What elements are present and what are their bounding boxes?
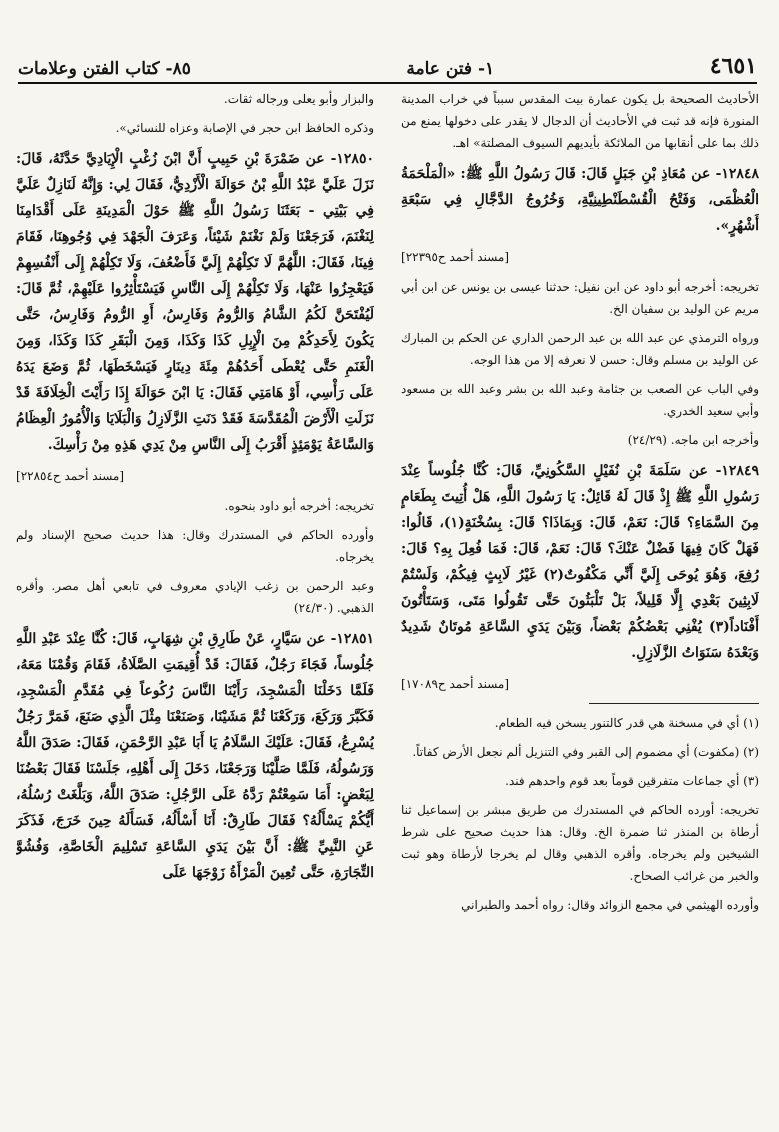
- reference: [مسند أحمد ح١٧٠٨٩]: [401, 677, 510, 691]
- takhrij-note: تخريجه: أخرجه أبو داود عن ابن نفيل: حدثنا عيسى بن يونس عن ابن أبي مريم عن الوليد بن سفيان الخ.: [401, 280, 759, 316]
- takhrij-note: تخريجه: أورده الحاكم في المستدرك من طريق مبشر بن إسماعيل ثنا أرطاة بن المنذر ثنا ضمرة الخ. وقال: هذا حديث صحيح على شرط الشيخين ولم يخرجاه. وأقره الذهبي وقال لم يخرجا لأرطاة وهو ثبت والخبر من غرائب الصحاح.: [401, 803, 759, 883]
- paragraph: والبزار وأبو يعلى ورجاله ثقات.: [223, 92, 374, 106]
- left-column: [16, 88, 374, 1118]
- footnote: (٢) (مكفوت) أي مضموم إلى القبر وفي التنزيل ألم نجعل الأرض كفاتاً.: [412, 745, 759, 759]
- footnote-separator: [589, 703, 759, 704]
- footnote: (١) أي في مسخنة هي قدر كالتنور يسخن فيه الطعام.: [494, 716, 759, 730]
- section-title: ١- فتن عامة: [406, 59, 495, 79]
- paragraph: وأورده الحاكم في المستدرك وقال: هذا حديث صحيح الإسناد ولم يخرجاه.: [16, 528, 374, 564]
- paragraph: وأورده الهيثمي في مجمع الزوائد وقال: رواه أحمد والطبراني: [461, 898, 759, 912]
- paragraph: وعبد الرحمن بن زغب الإيادي معروف في تابعي أهل مصر. وأقره الذهبي. (٢٤/٣٠): [16, 579, 374, 615]
- book-title: ٨٥- كتاب الفتن وعلامات: [18, 59, 191, 79]
- hadith-12851: ١٢٨٥١- عن سَيَّارٍ، عَنْ طَارِقِ بْنِ شِهَابٍ، قَالَ: كُنَّا عِنْدَ عَبْدِ اللَّهِ جُلُوساً، فَجَاءَ رَجُلٌ، فَقَالَ: قَدْ أُقِيمَتِ الصَّلَاةُ، فَقَامَ وَقُمْنَا مَعَهُ، فَلَمَّا دَخَلْنَا الْمَسْجِدَ، رَأَيْنَا النَّاسَ رُكُوعاً فِي مُقَدَّمِ الْمَسْجِدِ، فَكَبَّرَ وَرَكَعَ، وَرَكَعْنَا ثُمَّ مَشَيْنَا، وَصَنَعْنَا مِثْلَ الَّذِي صَنَعَ، فَمَرَّ رَجُلٌ يُسْرِعُ، فَقَالَ: عَلَيْكَ السَّلَامُ يَا أَبَا عَبْدِ الرَّحْمَنِ، فَقَالَ: صَدَقَ اللَّهُ وَرَسُولُهُ، فَلَمَّا صَلَّيْنَا وَرَجَعْنَا، دَخَلَ إِلَى أَهْلِهِ، جَلَسْنَا فَقَالَ بَعْضُنَا لِبَعْضٍ: أَمَا سَمِعْتُمْ رَدَّهُ عَلَى الرَّجُلِ: صَدَقَ اللَّهُ، وَبَلَّغَتْ رُسُلُهُ، أَيُّكُمْ يَسْأَلُهُ؟ فَقَالَ طَارِقٌ: أَنَا أَسْأَلُهُ، فَسَأَلَهُ حِينَ خَرَجَ، فَذَكَرَ عَنِ النَّبِيِّ ﷺ: أَنَّ بَيْنَ يَدَيِ السَّاعَةِ تَسْلِيمَ الْخَاصَّةِ، وَفُشُوَّ التِّجَارَةِ، حَتَّى تُعِينَ الْمَرْأَةُ زَوْجَهَا عَلَى: [16, 631, 374, 881]
- paragraph: وذكره الحافظ ابن حجر في الإصابة وعزاه للنسائي».: [115, 121, 374, 135]
- footnote: (٣) أي جماعات متفرقين قوماً بعد قوم واحدهم فند.: [505, 774, 759, 788]
- paragraph: الأحاديث الصحيحة بل يكون عمارة بيت المقدس سبباً في خراب المدينة المنورة فإنه قد ثبت في الأحاديث أن الدجال لا يقدر على دخولها يمنع من ذلك بما على أنقابها من الملائكة بأيديهم السيوف المصلتة» اهـ.: [401, 92, 759, 150]
- page-header: [18, 50, 757, 84]
- hadith-12850: ١٢٨٥٠- عن ضَمْرَةَ بْنِ حَبِيبٍ أَنَّ ابْنَ زُغْبٍ الْإِيَادِيَّ حَدَّثَهُ، قَالَ: نَزَلَ عَلَيَّ عَبْدُ اللَّهِ بْنُ حَوَالَةَ الْأَزْدِيُّ، فَقَالَ لِي: وَإِنَّهُ لَنَازِلٌ عَلَيَّ فِي بَيْتِي - بَعَثَنَا رَسُولُ اللَّهِ ﷺ حَوْلَ الْمَدِينَةِ عَلَى أَقْدَامِنَا لِنَغْنَمَ، فَرَجَعْنَا وَلَمْ نَغْنَمْ شَيْئاً، وَعَرَفَ الْجَهْدَ فِي وُجُوهِنَا، فَقَامَ فِينَا، فَقَالَ: اللَّهُمَّ لَا تَكِلْهُمْ إِلَيَّ فَأَضْعُفَ، وَلَا تَكِلْهُمْ إِلَى أَنْفُسِهِمْ فَيَعْجِزُوا عَنْهَا، وَلَا تَكِلْهُمْ إِلَى النَّاسِ فَيَسْتَأْثِرُوا عَلَيْهِمْ، ثُمَّ قَالَ: لَيُفْتَحَنَّ لَكُمُ الشَّامُ وَالرُّومُ وَفَارِسُ، أَوِ الرُّومُ وَفَارِسُ، حَتَّى يَكُونَ لِأَحَدِكُمْ مِنَ الْإِبِلِ كَذَا وَكَذَا، وَمِنَ الْبَقَرِ كَذَا وَكَذَا، وَمِنَ الْغَنَمِ حَتَّى يُعْطَى أَحَدُهُمْ مِئَةَ دِينَارٍ فَيَسْخَطَهَا، ثُمَّ وَضَعَ يَدَهُ عَلَى رَأْسِي، أَوْ هَامَتِي فَقَالَ: يَا ابْنَ حَوَالَةَ إِذَا رَأَيْتَ الْخِلَافَةَ قَدْ نَزَلَتِ الْأَرْضَ الْمُقَدَّسَةَ فَقَدْ دَنَتِ الزَّلَازِلُ وَالْبَلَايَا وَالْأُمُورُ الْعِظَامُ وَالسَّاعَةُ يَوْمَئِذٍ أَقْرَبُ إِلَى النَّاسِ مِنْ يَدِي هَذِهِ مِنْ رَأْسِكَ.: [16, 151, 374, 453]
- hadith-12848: ١٢٨٤٨- عن مُعَاذِ بْنِ جَبَلٍ قَالَ: قَالَ رَسُولُ اللَّهِ ﷺ: «الْمَلْحَمَةُ الْعُظْمَى، وَفَتْحُ الْقُسْطَنْطِينِيَّةِ، وَخُرُوجُ الدَّجَّالِ فِي سَبْعَةِ أَشْهُرٍ».: [401, 166, 759, 234]
- right-column: [401, 88, 759, 1118]
- reference: [مسند أحمد ح٢٢٨٥٤]: [16, 469, 125, 483]
- hadith-12849: ١٢٨٤٩- عن سَلَمَةَ بْنِ نُفَيْلٍ السَّكُونِيِّ، قَالَ: كُنَّا جُلُوساً عِنْدَ رَسُولِ اللَّهِ ﷺ إِذْ قَالَ لَهُ قَائِلٌ: يَا رَسُولَ اللَّهِ، هَلْ أُتِيتَ بِطَعَامٍ مِنَ السَّمَاءِ؟ قَالَ: نَعَمْ، قَالَ: وَبِمَاذَا؟ قَالَ: بِسُخْنَةٍ(١)، قَالُوا: فَهَلْ كَانَ فِيهَا فَضْلٌ عَنْكَ؟ قَالَ: نَعَمْ، قَالَ: فَمَا فُعِلَ بِهِ؟ قَالَ: رُفِعَ، وَهُوَ يُوحَى إِلَيَّ أَنِّي مَكْفُوتٌ(٢) غَيْرُ لَابِثٍ فِيكُمْ، وَلَسْتُمْ لَابِثِينَ بَعْدِي إِلَّا قَلِيلاً، بَلْ تَلْبَثُونَ حَتَّى تَقُولُوا مَتَى، وَسَتَأْتُونَ أَفْنَاداً(٣) يُفْنِي بَعْضُكُمْ بَعْضاً، وَبَيْنَ يَدَيِ السَّاعَةِ مُوتَانٌ شَدِيدٌ وَبَعْدَهُ سَنَوَاتُ الزَّلَازِلِ.: [401, 463, 759, 661]
- takhrij-note: تخريجه: أخرجه أبو داود بنحوه.: [224, 499, 374, 513]
- reference: [مسند أحمد ح٢٢٣٩٥]: [401, 250, 510, 264]
- paragraph: وأخرجه ابن ماجه. (٢٤/٢٩): [627, 433, 759, 447]
- page-number: ٤٦٥١: [709, 53, 757, 79]
- paragraph: وفي الباب عن الصعب بن جثامة وعبد الله بن بشر وعبد الله بن مسعود وأبي سعيد الخدري.: [401, 382, 759, 418]
- paragraph: ورواه الترمذي عن عبد الله بن عبد الرحمن الداري عن الحكم بن المبارك عن الوليد بن مسلم وقال: حسن لا نعرفه إلا من هذا الوجه.: [401, 331, 759, 367]
